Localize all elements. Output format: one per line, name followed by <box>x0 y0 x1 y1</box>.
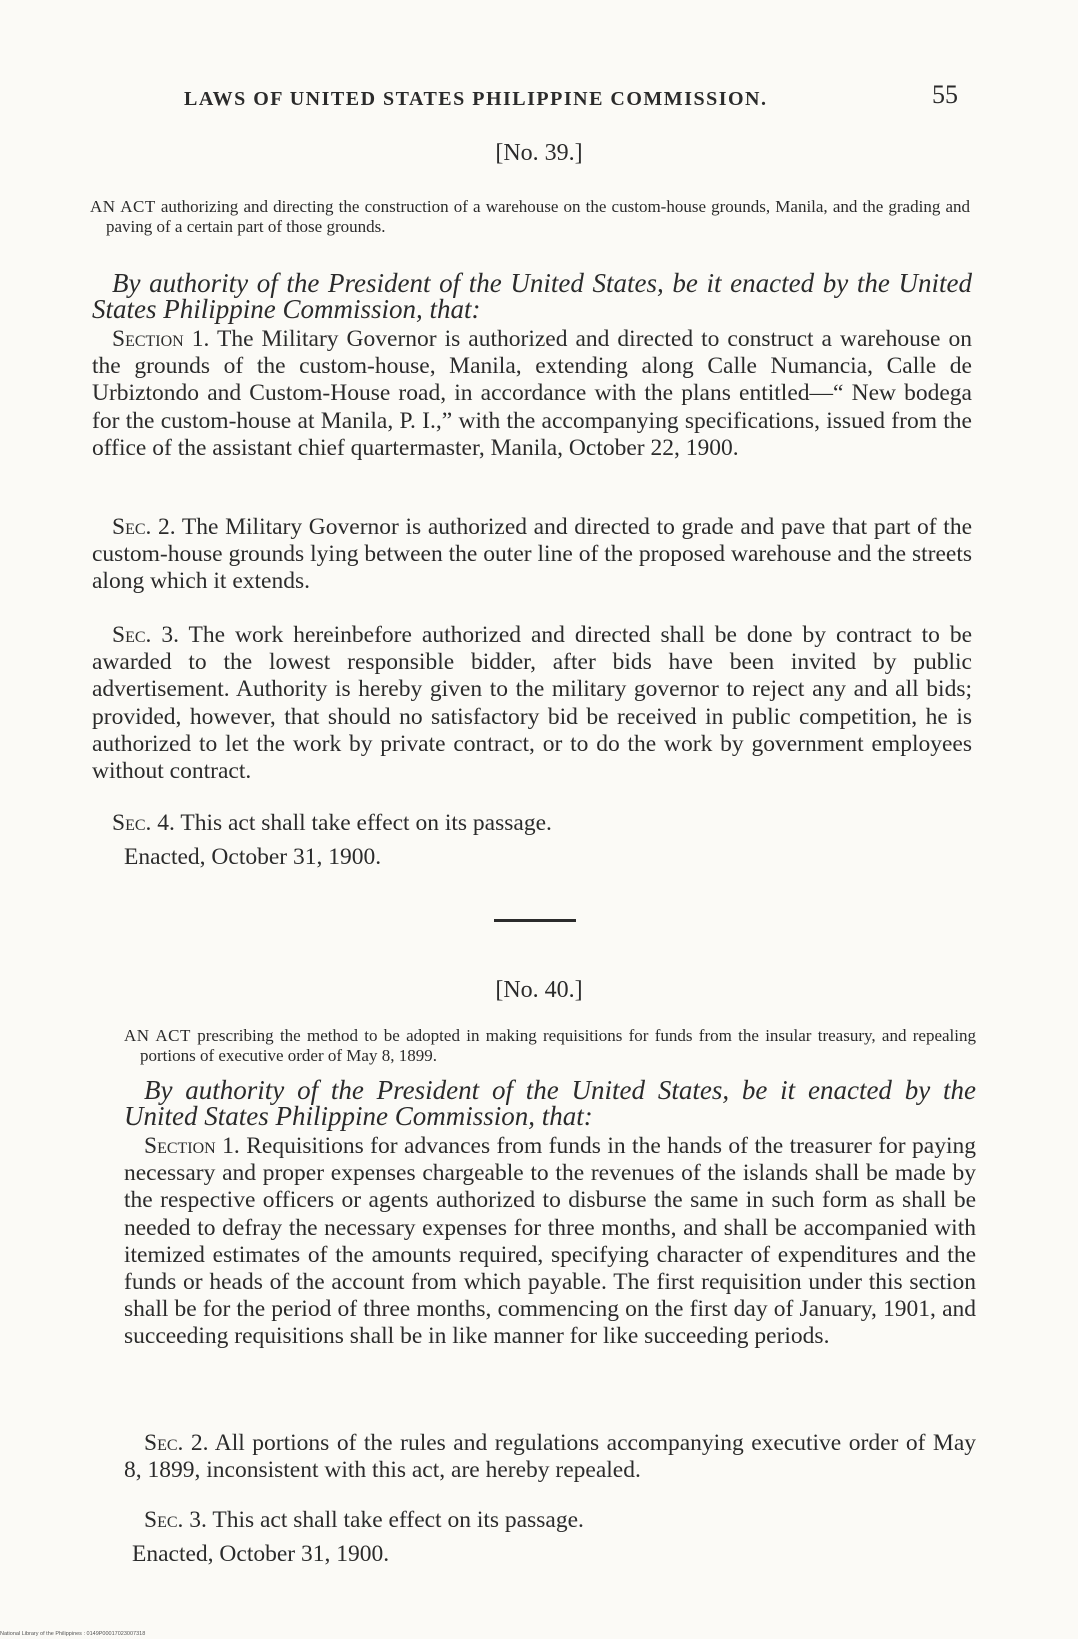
act-number-39: [No. 39.] <box>495 140 583 166</box>
act-title-text: authorizing and directing the construction of a warehouse on the custom-house grounds, Manila, and the grading and paving of a certain part of those grounds. <box>106 197 970 236</box>
act-40-section-3 <box>124 1507 976 1534</box>
enacted-date-40: Enacted, October 31, 1900. <box>132 1541 390 1567</box>
act-title-text: prescribing the method to be adopted in making requisitions for funds from the insular treasury, and repealing portions of executive order of May 8, 1899. <box>140 1026 977 1065</box>
section-text: The Military Governor is authorized and directed to grade and pave that part of the custom-house grounds lying between the outer line of the proposed warehouse and the streets along which it extends. <box>92 514 972 595</box>
section-label: Sec. 3. <box>112 622 179 648</box>
footer-code: 0149P00017023007318 <box>86 1631 146 1637</box>
section-label: Sec. 3. <box>144 1507 207 1533</box>
act-title-lead: AN ACT <box>90 197 156 216</box>
section-text: Requisitions for advances from funds in the hands of the treasurer for paying necessary and proper expenses chargeable to the revenues of the islands shall be made by the respective officers or agents authorized to disburse the same in such form as shall be needed to defray the necessary expenses for three months, and shall be accompanied with itemized estimates of the amounts required, specifying character of expenditures and the funds or heads of the account from which payable. The first requisition under this section shall be for the period of three months, commencing on the first day of January, 1901, and succeeding requisitions shall be in like manner for like succeeding periods. <box>124 1133 977 1350</box>
act-title-lead: AN ACT <box>124 1026 191 1045</box>
act-39-section-2 <box>92 514 972 596</box>
section-label: Section 1. <box>112 326 210 352</box>
section-text: This act shall take effect on its passage. <box>212 1507 584 1533</box>
enacting-clause-39: By authority of the President of the United States, be it enacted by the United States Philippine Commission, that: <box>92 268 972 324</box>
section-divider <box>494 919 576 922</box>
running-head-title: LAWS OF UNITED STATES PHILIPPINE COMMISSION. <box>184 88 768 110</box>
act-39-section-1 <box>92 326 972 462</box>
enacted-date-39: Enacted, October 31, 1900. <box>124 844 382 870</box>
act-title-39 <box>90 197 970 237</box>
page-number: 55 <box>932 80 958 109</box>
section-label: Sec. 2. <box>112 514 176 540</box>
digitization-footer: National Library of the Philippines : 0149P00017023007318 <box>0 1631 146 1637</box>
act-40-section-1 <box>124 1133 976 1351</box>
enacting-clause-40: By authority of the President of the United States, be it enacted by the United States Philippine Commission, that: <box>124 1075 976 1131</box>
act-40-section-2 <box>124 1430 976 1484</box>
section-text: The work hereinbefore authorized and directed shall be done by contract to be awarded to the lowest responsible bidder, after bids have been invited by public advertisement. Authority is hereby given to the military governor to reject any and all bids; provided, however, that should no satisfactory bid be received in public competition, he is authorized to let the work by private contract, or to do the work by government employees without contract. <box>92 622 973 785</box>
section-label: Sec. 4. <box>112 810 175 836</box>
section-label: Section 1. <box>144 1133 240 1159</box>
footer-source: National Library of the Philippines <box>0 1631 82 1637</box>
section-text: All portions of the rules and regulations accompanying executive order of May 8, 1899, inconsistent with this act, are hereby repealed. <box>124 1430 976 1484</box>
section-text: The Military Governor is authorized and directed to construct a warehouse on the grounds of the custom-house, Manila, extending along Calle Numancia, Calle de Urbiztondo and Custom-House road, in accordance with the plans entitled—“ New bodega for the custom-house at Manila, P. I.,” with the accompanying specifications, issued from the office of the assistant chief quartermaster, Manila, October 22, 1900. <box>92 326 972 461</box>
act-title-40 <box>124 1026 976 1066</box>
act-number-40: [No. 40.] <box>495 977 583 1003</box>
act-39-section-3 <box>92 622 972 785</box>
section-text: This act shall take effect on its passage. <box>180 810 552 836</box>
section-label: Sec. 2. <box>144 1430 209 1456</box>
act-39-section-4 <box>92 810 972 837</box>
